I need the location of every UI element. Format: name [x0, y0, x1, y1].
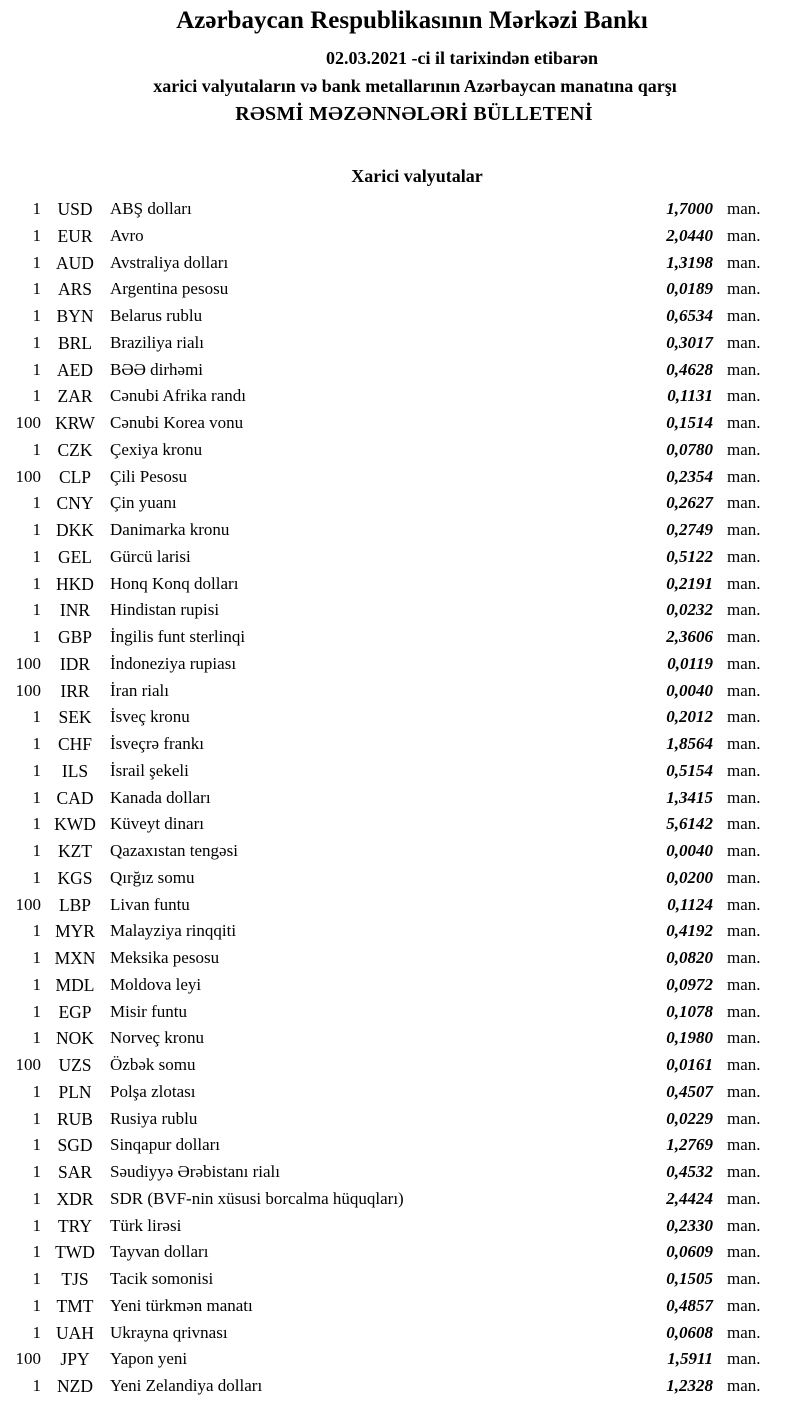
unit-label: man. [727, 1081, 761, 1101]
rate-value: 0,0119 [667, 653, 713, 673]
currency-code: UAH [56, 1322, 94, 1343]
rate-row [0, 517, 800, 544]
rate-row [0, 464, 800, 491]
currency-quantity: 1 [32, 787, 41, 807]
rate-row [0, 357, 800, 384]
rate-value: 1,5911 [667, 1349, 713, 1369]
rate-value: 0,0780 [666, 439, 713, 459]
currency-name: Çin yuanı [110, 493, 177, 513]
rate-value: 0,4628 [666, 359, 713, 379]
unit-label: man. [727, 734, 761, 753]
rate-value: 0,0609 [666, 1242, 713, 1262]
bulletin-title: RƏSMİ MƏZƏNNƏLƏRİ BÜLLETENİ [235, 103, 593, 125]
currency-quantity: 1 [32, 921, 41, 941]
currency-name: Qırğız somu [110, 867, 195, 887]
rate-row [0, 303, 800, 330]
unit-label: man. [727, 520, 761, 539]
currency-quantity: 1 [32, 1376, 41, 1395]
currency-quantity: 1 [32, 386, 41, 406]
currency-code: INR [59, 600, 91, 621]
currency-name: Səudiyyə Ərəbistanı rialı [110, 1162, 280, 1181]
rate-row [0, 624, 800, 651]
currency-name: Malayziya rinqqiti [110, 921, 237, 941]
unit-label: man. [727, 1349, 761, 1369]
rate-row [0, 597, 800, 624]
unit-label: man. [727, 199, 761, 218]
currency-quantity: 100 [15, 1055, 41, 1074]
unit-label: man. [727, 413, 761, 432]
currency-code: SEK [58, 707, 92, 728]
rate-row [0, 1132, 800, 1159]
currency-code: ZAR [57, 386, 93, 407]
currency-quantity: 1 [32, 306, 41, 325]
rate-row [0, 704, 800, 731]
rate-value: 0,1980 [666, 1028, 713, 1048]
currency-code: BRL [57, 332, 93, 353]
rate-row [0, 223, 800, 250]
rate-row [0, 972, 800, 999]
currency-name: Yapon yeni [110, 1349, 188, 1369]
rate-row [0, 330, 800, 357]
unit-label: man. [727, 707, 761, 727]
rate-row [0, 1320, 800, 1347]
currency-quantity: 1 [32, 1295, 41, 1315]
unit-label: man. [727, 306, 761, 325]
rate-value: 0,1131 [667, 386, 713, 406]
currency-name: Küveyt dinarı [110, 814, 204, 834]
rate-value: 0,2191 [666, 573, 713, 593]
currency-name: İsveçrə frankı [110, 734, 204, 753]
rate-value: 1,2769 [666, 1135, 713, 1155]
currency-code: GEL [57, 546, 93, 567]
currency-code: JPY [60, 1349, 90, 1370]
currency-name: Tacik somonisi [110, 1269, 214, 1288]
unit-label: man. [727, 1108, 761, 1128]
currency-quantity: 1 [32, 1001, 41, 1021]
rate-row [0, 196, 800, 223]
rate-value: 1,2328 [666, 1376, 713, 1395]
rate-value: 0,1514 [666, 413, 713, 432]
currency-quantity: 1 [32, 1188, 41, 1208]
unit-label: man. [727, 974, 761, 994]
unit-label: man. [727, 493, 761, 513]
unit-label: man. [727, 1376, 761, 1395]
currency-name: SDR (BVF-nin xüsusi borcalma hüquqları) [110, 1188, 404, 1208]
currency-code: AUD [56, 252, 94, 273]
currency-name: Ukrayna qrivnası [110, 1322, 228, 1342]
unit-label: man. [727, 466, 761, 486]
rate-row [0, 571, 800, 598]
unit-label: man. [727, 841, 761, 860]
unit-label: man. [727, 1055, 761, 1074]
rate-row [0, 651, 800, 678]
rate-value: 2,4424 [666, 1188, 713, 1208]
rate-row [0, 1373, 800, 1400]
unit-label: man. [727, 1269, 761, 1288]
unit-label: man. [727, 627, 761, 646]
currency-quantity: 1 [32, 600, 41, 620]
rate-value: 0,0820 [666, 948, 713, 967]
rate-row [0, 865, 800, 892]
unit-label: man. [727, 1028, 761, 1048]
currency-name: Qazaxıstan tengəsi [110, 841, 238, 860]
rate-value: 1,3198 [666, 252, 713, 272]
currency-name: Avstraliya dolları [110, 252, 229, 272]
rate-value: 0,1124 [667, 894, 713, 914]
currency-quantity: 1 [32, 1162, 41, 1181]
currency-quantity: 100 [15, 466, 41, 486]
currency-quantity: 1 [32, 279, 41, 299]
currency-name: ABŞ dolları [110, 199, 192, 218]
currency-code: AED [57, 359, 93, 380]
currency-name: Danimarka kronu [110, 520, 230, 539]
currency-name: İngilis funt sterlinqi [110, 627, 246, 646]
currency-code: PLN [58, 1081, 92, 1102]
currency-code: SGD [57, 1135, 93, 1156]
currency-quantity: 1 [32, 520, 41, 539]
unit-label: man. [727, 573, 761, 593]
currency-name: Meksika pesosu [110, 948, 220, 967]
rate-row [0, 1186, 800, 1213]
currency-name: İndoneziya rupiası [110, 653, 237, 673]
rate-row [0, 1346, 800, 1373]
rate-value: 0,1078 [666, 1001, 713, 1021]
rate-value: 0,0189 [666, 279, 713, 299]
currency-quantity: 1 [32, 814, 41, 834]
currency-name: Livan funtu [110, 894, 190, 914]
rate-value: 0,2330 [666, 1215, 713, 1235]
rate-row [0, 999, 800, 1026]
unit-label: man. [727, 1242, 761, 1262]
unit-label: man. [727, 787, 761, 807]
unit-label: man. [727, 279, 761, 299]
rate-value: 0,0161 [666, 1055, 713, 1074]
rate-row [0, 1106, 800, 1133]
unit-label: man. [727, 1295, 761, 1315]
unit-label: man. [727, 1322, 761, 1342]
unit-label: man. [727, 1215, 761, 1235]
unit-label: man. [727, 439, 761, 459]
rate-row [0, 1239, 800, 1266]
currency-quantity: 100 [15, 413, 41, 432]
unit-label: man. [727, 359, 761, 379]
rate-value: 0,0200 [666, 867, 713, 887]
currency-quantity: 1 [32, 1081, 41, 1101]
currency-name: İsveç kronu [110, 707, 190, 727]
currency-quantity: 1 [32, 1135, 41, 1155]
rate-value: 5,6142 [666, 814, 713, 834]
currency-quantity: 1 [32, 359, 41, 379]
currency-code: KZT [57, 841, 93, 861]
currency-code: KGS [57, 867, 93, 888]
bank-title: Azərbaycan Respublikasının Mərkəzi Bankı [176, 7, 648, 34]
unit-label: man. [727, 1188, 761, 1208]
rate-value: 0,0972 [666, 974, 713, 994]
unit-label: man. [727, 1001, 761, 1021]
rates-list [0, 196, 800, 1400]
currency-code: ARS [57, 279, 93, 300]
currency-quantity: 100 [15, 680, 41, 700]
currency-code: MXN [54, 948, 96, 968]
currency-name: Norveç kronu [110, 1028, 204, 1048]
currency-name: Kanada dolları [110, 787, 211, 807]
currency-name: Polşa zlotası [110, 1081, 196, 1101]
unit-label: man. [727, 867, 761, 887]
currency-name: Özbək somu [110, 1055, 196, 1074]
currency-quantity: 1 [32, 493, 41, 513]
currency-quantity: 1 [32, 225, 41, 245]
rate-row [0, 410, 800, 437]
unit-label: man. [727, 1162, 761, 1181]
rate-value: 0,2354 [666, 466, 713, 486]
unit-label: man. [727, 386, 761, 406]
rate-row [0, 490, 800, 517]
rate-row [0, 1266, 800, 1293]
rate-value: 0,0040 [666, 680, 713, 700]
currency-quantity: 100 [15, 653, 41, 673]
rate-value: 0,3017 [666, 332, 713, 352]
currency-code: GBP [57, 627, 93, 647]
scope-line: xarici valyutaların və bank metallarının Azərbaycan manatına qarşı [153, 76, 677, 96]
currency-quantity: 100 [15, 1349, 41, 1369]
currency-name: Sinqapur dolları [110, 1135, 221, 1155]
currency-name: Cənubi Afrika randı [110, 386, 246, 406]
currency-quantity: 1 [32, 867, 41, 887]
currency-code: TMT [56, 1295, 94, 1316]
currency-quantity: 1 [32, 439, 41, 459]
currency-code: EGP [58, 1001, 92, 1022]
rate-value: 0,5154 [666, 760, 713, 780]
currency-code: KRW [55, 413, 95, 433]
currency-name: Misir funtu [110, 1001, 187, 1021]
currency-code: LBP [58, 894, 92, 915]
currency-name: Gürcü larisi [110, 546, 191, 566]
currency-name: Argentina pesosu [110, 279, 229, 299]
currency-code: CLP [58, 466, 92, 487]
currency-quantity: 1 [32, 252, 41, 272]
currency-code: CNY [56, 493, 94, 514]
rate-value: 2,0440 [666, 225, 713, 245]
currency-quantity: 1 [32, 1028, 41, 1048]
rate-row [0, 1293, 800, 1320]
currency-quantity: 1 [32, 1269, 41, 1288]
currency-name: Türk lirəsi [110, 1215, 182, 1235]
rate-value: 1,3415 [666, 787, 713, 807]
currency-name: Moldova leyi [110, 974, 202, 994]
rate-value: 0,4192 [666, 921, 713, 941]
currency-code: SAR [57, 1162, 93, 1182]
unit-label: man. [727, 680, 761, 700]
rate-value: 0,1505 [666, 1269, 713, 1288]
rate-value: 2,3606 [666, 627, 713, 646]
currency-quantity: 1 [32, 734, 41, 753]
currency-name: Honq Konq dolları [110, 573, 239, 593]
currency-code: BYN [56, 306, 94, 326]
currency-code: NZD [57, 1376, 93, 1396]
rate-value: 0,6534 [666, 306, 713, 325]
rate-row [0, 383, 800, 410]
rate-value: 0,0232 [666, 600, 713, 620]
currency-code: TWD [55, 1242, 95, 1263]
currency-code: TRY [57, 1215, 93, 1236]
unit-label: man. [727, 894, 761, 914]
currency-code: EUR [57, 225, 93, 246]
rate-value: 0,4507 [666, 1081, 713, 1101]
currency-code: MDL [55, 974, 95, 995]
currency-name: Yeni Zelandiya dolları [110, 1376, 263, 1395]
currency-quantity: 1 [32, 573, 41, 593]
rate-value: 0,0608 [666, 1322, 713, 1342]
currency-code: RUB [57, 1108, 93, 1129]
rate-value: 0,2627 [666, 493, 713, 513]
rate-row [0, 838, 800, 865]
rate-row [0, 1052, 800, 1079]
currency-quantity: 1 [32, 332, 41, 352]
currency-quantity: 1 [32, 1322, 41, 1342]
rate-row [0, 811, 800, 838]
currency-code: UZS [58, 1055, 92, 1075]
currency-name: Çexiya kronu [110, 439, 203, 459]
currency-quantity: 1 [32, 974, 41, 994]
currency-quantity: 100 [15, 894, 41, 914]
rate-row [0, 276, 800, 303]
currency-quantity: 1 [32, 760, 41, 780]
currency-name: Yeni türkmən manatı [110, 1295, 253, 1315]
rate-value: 0,0229 [666, 1108, 713, 1128]
unit-label: man. [727, 1135, 761, 1155]
currency-quantity: 1 [32, 707, 41, 727]
currency-code: IDR [59, 653, 91, 674]
currency-name: Cənubi Korea vonu [110, 413, 244, 432]
unit-label: man. [727, 600, 761, 620]
currency-code: HKD [56, 573, 94, 594]
currency-code: ILS [61, 760, 89, 781]
currency-name: Tayvan dolları [110, 1242, 209, 1262]
unit-label: man. [727, 546, 761, 566]
currency-name: İsrail şekeli [110, 760, 189, 780]
effective-date-line: 02.03.2021 -ci il tarixindən etibarən [326, 48, 598, 68]
rate-row [0, 1079, 800, 1106]
currency-name: Rusiya rublu [110, 1108, 198, 1128]
currency-quantity: 1 [32, 546, 41, 566]
unit-label: man. [727, 332, 761, 352]
rate-value: 0,4857 [666, 1295, 713, 1315]
currency-name: BƏƏ dirhəmi [110, 359, 204, 379]
rate-row [0, 1025, 800, 1052]
currency-name: Belarus rublu [110, 306, 203, 325]
rate-row [0, 544, 800, 571]
currency-quantity: 1 [32, 1242, 41, 1262]
currency-name: İran rialı [110, 680, 169, 700]
rate-row [0, 1213, 800, 1240]
unit-label: man. [727, 921, 761, 941]
rate-value: 0,2012 [666, 707, 713, 727]
currency-quantity: 1 [32, 627, 41, 646]
unit-label: man. [727, 225, 761, 245]
currency-code: CAD [56, 787, 94, 808]
currency-name: Hindistan rupisi [110, 600, 220, 620]
rate-row [0, 945, 800, 972]
currency-quantity: 1 [32, 948, 41, 967]
rate-value: 0,4532 [666, 1162, 713, 1181]
currency-code: MYR [55, 921, 95, 942]
unit-label: man. [727, 948, 761, 967]
rate-row [0, 1159, 800, 1186]
currency-quantity: 1 [32, 1108, 41, 1128]
rate-row [0, 678, 800, 705]
currency-code: IRR [60, 680, 90, 701]
currency-code: TJS [61, 1269, 89, 1289]
currency-code: DKK [56, 520, 94, 540]
section-title-foreign-currencies: Xarici valyutalar [351, 166, 483, 186]
rate-value: 1,8564 [666, 734, 713, 753]
currency-quantity: 1 [32, 841, 41, 860]
currency-code: XDR [56, 1188, 94, 1209]
rate-row [0, 918, 800, 945]
rate-row [0, 250, 800, 277]
currency-name: Çili Pesosu [110, 466, 187, 486]
rate-row [0, 437, 800, 464]
rate-value: 0,2749 [666, 520, 713, 539]
currency-name: Braziliya rialı [110, 332, 204, 352]
unit-label: man. [727, 653, 761, 673]
rate-row [0, 731, 800, 758]
rate-value: 1,7000 [666, 199, 713, 218]
currency-code: CHF [57, 734, 93, 754]
currency-quantity: 1 [32, 199, 41, 218]
currency-code: NOK [56, 1028, 94, 1049]
rate-value: 0,5122 [666, 546, 713, 566]
rate-row [0, 785, 800, 812]
rate-row [0, 758, 800, 785]
currency-code: USD [57, 199, 93, 219]
currency-code: KWD [54, 814, 96, 835]
unit-label: man. [727, 252, 761, 272]
unit-label: man. [727, 760, 761, 780]
currency-quantity: 1 [32, 1215, 41, 1235]
currency-name: Avro [110, 225, 144, 245]
unit-label: man. [727, 814, 761, 834]
currency-code: CZK [57, 439, 93, 460]
rate-value: 0,0040 [666, 841, 713, 860]
rate-row [0, 892, 800, 919]
